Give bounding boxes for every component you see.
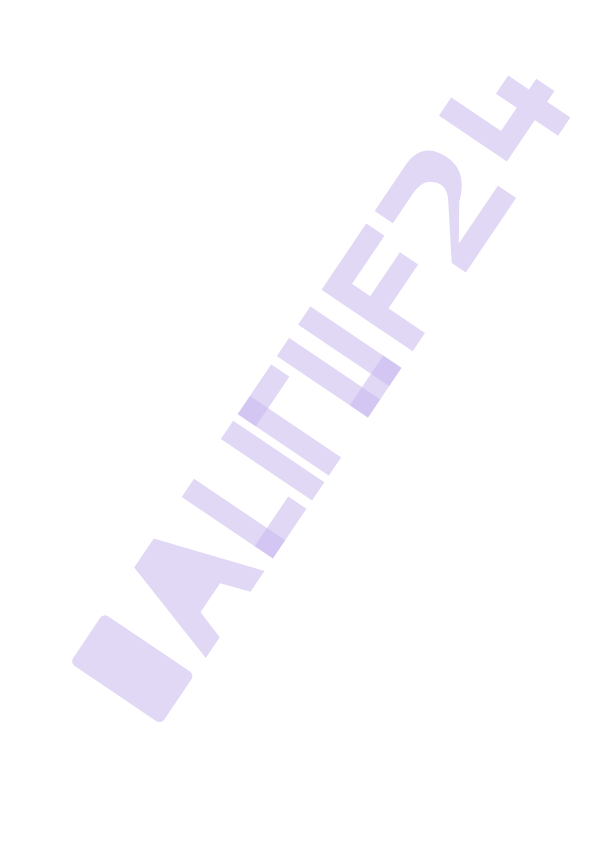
page-content	[57, 56, 533, 89]
